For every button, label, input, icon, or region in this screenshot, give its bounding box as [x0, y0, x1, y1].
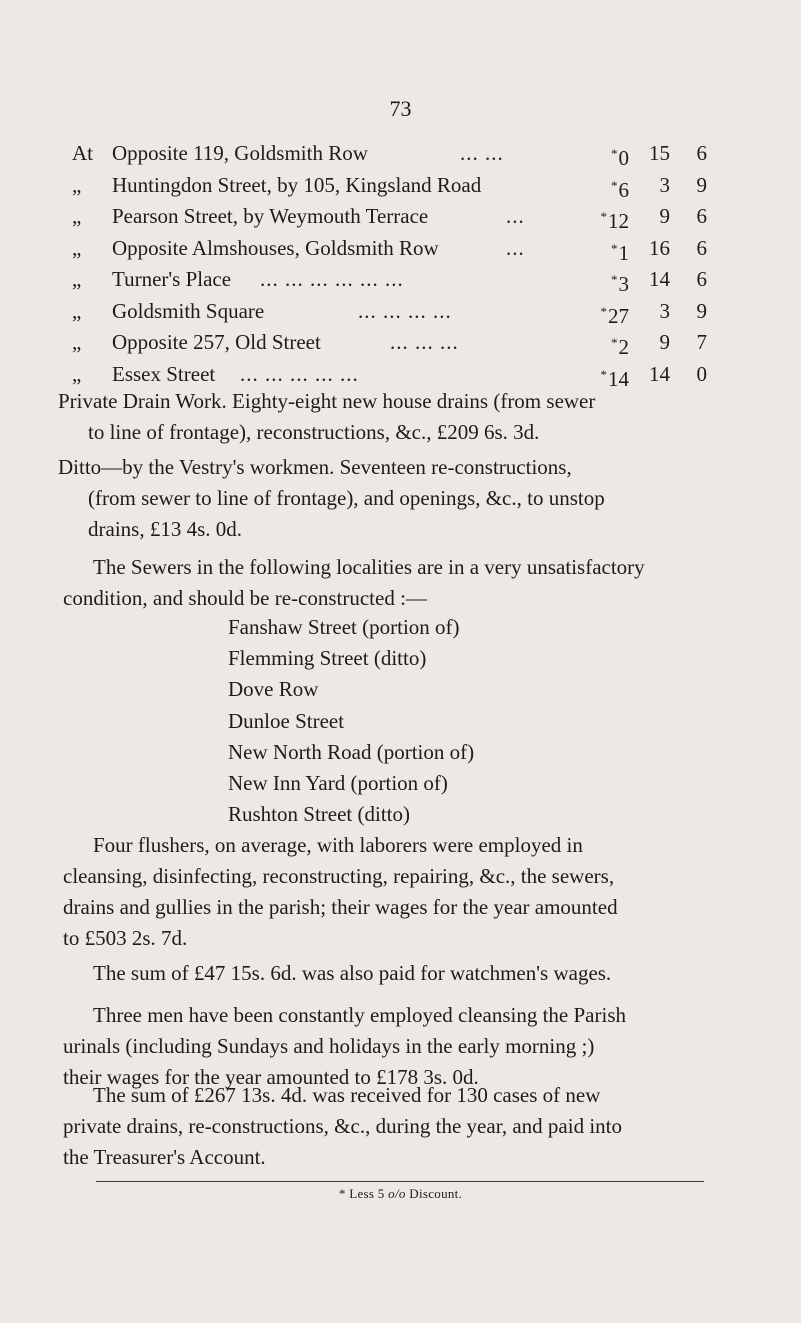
row-place: Opposite 119, Goldsmith Row: [112, 141, 368, 165]
text-line: (from sewer to line of frontage), and openings, &c., to unstop: [88, 486, 605, 510]
footnote-text-end: Discount.: [409, 1186, 463, 1201]
row-place: Goldsmith Square: [112, 298, 265, 323]
row-pence: 7: [696, 330, 707, 354]
row-leader-dots: ... ... ... ... ... ...: [260, 267, 404, 291]
row-pounds: *0: [611, 146, 629, 170]
row-prefix: „: [72, 204, 82, 228]
row-pence: 9: [696, 172, 707, 197]
row-shillings: 15: [649, 141, 670, 165]
row-place: Essex Street: [112, 361, 216, 386]
row-pounds: *3: [611, 272, 629, 296]
cost-row: [72, 201, 712, 233]
text-line: The sum of £267 13s. 4d. was received for 130 cases of new: [93, 1083, 601, 1107]
list-item: Flemming Street (ditto): [228, 646, 427, 671]
cost-row: [72, 138, 712, 170]
footnote-percent: o/o: [388, 1186, 406, 1201]
row-place: Opposite 257, Old Street: [112, 330, 321, 354]
page-number: 73: [389, 96, 412, 121]
row-place: Huntingdon Street, by 105, Kingsland Road: [112, 172, 482, 197]
text-line: The sum of £47 15s. 6d. was also paid for watchmen's wages.: [93, 961, 612, 985]
row-leader-dots: ... ... ... ... ...: [240, 361, 359, 386]
cost-row: [72, 327, 712, 359]
row-shillings: 9: [659, 330, 670, 354]
row-pounds: *6: [611, 177, 629, 202]
cost-row: [72, 170, 712, 202]
text-line: drains, £13 4s. 0d.: [88, 517, 242, 541]
text-line: condition, and should be re-constructed :—: [63, 586, 427, 610]
row-shillings: 16: [649, 235, 670, 260]
row-pence: 6: [696, 204, 707, 228]
text-line: their wages for the year amounted to £178 3s. 0d.: [63, 1065, 479, 1089]
row-shillings: 9: [659, 204, 670, 228]
row-place: Opposite Almshouses, Goldsmith Row: [112, 235, 439, 260]
row-place: Turner's Place: [112, 267, 232, 291]
cost-table: [72, 138, 712, 390]
row-prefix: „: [72, 298, 82, 323]
text-line: to line of frontage), reconstructions, &c., £209 6s. 3d.: [88, 420, 540, 444]
row-leader-dots: ...: [506, 235, 525, 260]
text-line: urinals (including Sundays and holidays in the early morning ;): [63, 1034, 595, 1058]
list-item: Dove Row: [228, 677, 319, 702]
row-shillings: 14: [649, 267, 670, 291]
row-pounds: *1: [611, 240, 629, 265]
row-prefix: „: [72, 267, 82, 291]
text-line: Three men have been constantly employed cleansing the Parish: [93, 1003, 626, 1027]
row-leader-dots: ... ... ... ...: [358, 298, 452, 323]
list-item: Dunloe Street: [228, 708, 345, 733]
text-line: The Sewers in the following localities are in a very unsatisfactory: [93, 555, 645, 579]
row-place: Pearson Street, by Weymouth Terrace: [112, 204, 429, 228]
row-prefix: At: [72, 141, 93, 165]
footnote: [0, 1186, 801, 1202]
row-prefix: „: [72, 235, 82, 260]
list-item: New Inn Yard (portion of): [228, 771, 448, 796]
footnote-mark: *: [338, 1186, 346, 1201]
text-line: Private Drain Work. Eighty-eight new house drains (from sewer: [58, 389, 596, 413]
cost-row: [72, 264, 712, 296]
row-pounds: *2: [611, 335, 629, 359]
text-line: to £503 2s. 7d.: [63, 926, 188, 950]
text-line: the Treasurer's Account.: [63, 1145, 266, 1169]
row-prefix: „: [72, 172, 82, 197]
footnote-divider: [96, 1181, 704, 1182]
row-pence: 9: [696, 298, 707, 323]
row-pence: 6: [696, 141, 707, 165]
list-item: Rushton Street (ditto): [228, 802, 410, 827]
text-line: Four flushers, on average, with laborers were employed in: [93, 833, 583, 857]
text-line: drains and gullies in the parish; their wages for the year amounted: [63, 895, 618, 919]
list-item: New North Road (portion of): [228, 739, 475, 764]
row-shillings: 3: [659, 172, 670, 197]
row-pence: 6: [696, 267, 707, 291]
sewers-intro-paragraph: [63, 552, 723, 614]
ditto-vestry-paragraph: [58, 452, 718, 545]
row-prefix: „: [72, 330, 82, 354]
row-pence: 0: [696, 361, 707, 386]
list-item: Fanshaw Street (portion of): [228, 615, 460, 639]
row-pounds: *27: [600, 303, 629, 328]
row-pence: 6: [696, 235, 707, 260]
text-line: Ditto—by the Vestry's workmen. Seventeen re-constructions,: [58, 455, 572, 479]
received-paragraph: [63, 1080, 723, 1173]
localities-list: [228, 612, 474, 830]
watchmen-paragraph: [93, 958, 723, 989]
row-shillings: 14: [649, 361, 670, 386]
row-leader-dots: ... ...: [460, 141, 504, 165]
row-shillings: 3: [659, 298, 670, 323]
flushers-paragraph: [63, 830, 723, 954]
cost-row: [72, 233, 712, 265]
text-line: private drains, re-constructions, &c., during the year, and paid into: [63, 1114, 622, 1138]
row-leader-dots: ... ... ...: [390, 330, 459, 354]
row-pounds: *12: [600, 209, 629, 233]
cost-row: [72, 296, 712, 328]
private-drain-paragraph: [58, 386, 718, 448]
footnote-text: Less 5: [349, 1186, 385, 1201]
row-leader-dots: ...: [506, 204, 525, 228]
row-prefix: „: [72, 361, 82, 386]
text-line: cleansing, disinfecting, reconstructing, repairing, &c., the sewers,: [63, 864, 615, 888]
row-pounds: *14: [600, 366, 629, 391]
